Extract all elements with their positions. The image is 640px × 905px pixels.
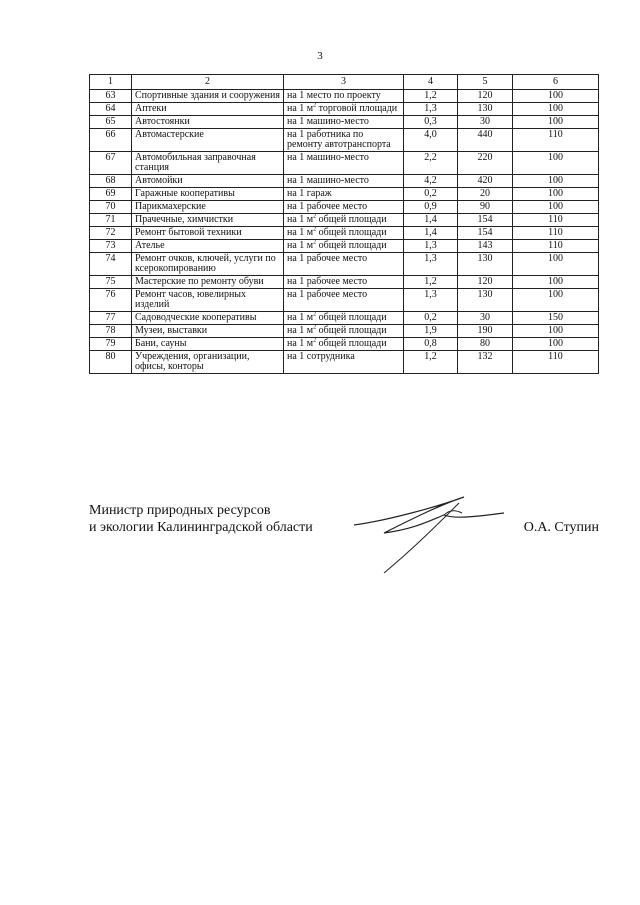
value-col-6: 110	[513, 214, 599, 227]
value-col-4: 2,2	[404, 152, 458, 175]
signer-title-line-1: Министр природных ресурсов	[89, 503, 271, 518]
unit-text-suffix: общей площади	[316, 338, 387, 349]
value-col-4: 1,2	[404, 276, 458, 289]
table-row	[90, 116, 599, 129]
object-name: Аптеки	[132, 103, 284, 116]
value-col-5: 20	[458, 188, 513, 201]
object-name: Автомобильная заправочная станция	[132, 152, 284, 175]
row-number: 72	[90, 227, 132, 240]
unit-of-measure	[284, 276, 404, 289]
unit-superscript: 2	[313, 239, 317, 246]
value-col-6: 100	[513, 338, 599, 351]
row-number: 66	[90, 129, 132, 152]
unit-text: на 1 рабочее место	[287, 253, 368, 264]
unit-superscript: 2	[313, 311, 317, 318]
unit-text: на 1 м	[287, 240, 314, 251]
row-number: 67	[90, 152, 132, 175]
unit-text-suffix: общей площади	[316, 214, 387, 225]
object-name: Мастерские по ремонту обуви	[132, 276, 284, 289]
value-col-4: 0,9	[404, 201, 458, 214]
unit-of-measure	[284, 214, 404, 227]
object-name: Автостоянки	[132, 116, 284, 129]
value-col-5: 154	[458, 214, 513, 227]
unit-text: на 1 м	[287, 325, 314, 336]
value-col-6: 100	[513, 90, 599, 103]
value-col-6: 100	[513, 175, 599, 188]
unit-superscript: 2	[313, 337, 317, 344]
unit-text: на 1 рабочее место	[287, 289, 368, 300]
object-name: Учреждения, организации, офисы, конторы	[132, 351, 284, 374]
object-name: Ремонт часов, ювелирных изделий	[132, 289, 284, 312]
value-col-5: 120	[458, 276, 513, 289]
norms-table	[89, 74, 599, 374]
object-name: Бани, сауны	[132, 338, 284, 351]
unit-of-measure	[284, 312, 404, 325]
unit-text-suffix: общей площади	[316, 240, 387, 251]
value-col-4: 1,3	[404, 240, 458, 253]
row-number: 69	[90, 188, 132, 201]
table-row	[90, 152, 599, 175]
table-row	[90, 240, 599, 253]
value-col-4: 1,4	[404, 214, 458, 227]
unit-of-measure	[284, 90, 404, 103]
table-row	[90, 214, 599, 227]
table-row	[90, 227, 599, 240]
unit-of-measure	[284, 289, 404, 312]
unit-superscript: 2	[313, 102, 317, 109]
value-col-4: 0,8	[404, 338, 458, 351]
value-col-6: 110	[513, 351, 599, 374]
row-number: 65	[90, 116, 132, 129]
value-col-5: 440	[458, 129, 513, 152]
unit-of-measure	[284, 227, 404, 240]
value-col-6: 100	[513, 103, 599, 116]
page-number: 3	[317, 50, 323, 62]
value-col-4: 4,0	[404, 129, 458, 152]
value-col-6: 100	[513, 152, 599, 175]
row-number: 78	[90, 325, 132, 338]
table-row	[90, 325, 599, 338]
value-col-4: 1,3	[404, 289, 458, 312]
header-cell-6: 6	[513, 75, 599, 90]
unit-of-measure	[284, 152, 404, 175]
object-name: Ателье	[132, 240, 284, 253]
unit-text: на 1 гараж	[287, 188, 332, 199]
unit-of-measure	[284, 325, 404, 338]
table-row	[90, 201, 599, 214]
unit-superscript: 2	[313, 213, 317, 220]
value-col-6: 100	[513, 253, 599, 276]
handwritten-signature	[344, 493, 524, 588]
object-name: Спортивные здания и сооружения	[132, 90, 284, 103]
value-col-4: 1,4	[404, 227, 458, 240]
row-number: 74	[90, 253, 132, 276]
signature-block	[89, 503, 609, 593]
row-number: 75	[90, 276, 132, 289]
unit-of-measure	[284, 253, 404, 276]
table-row	[90, 103, 599, 116]
value-col-4: 0,2	[404, 312, 458, 325]
table-row	[90, 129, 599, 152]
table-row	[90, 351, 599, 374]
unit-text: на 1 машино-место	[287, 152, 369, 163]
unit-of-measure	[284, 351, 404, 374]
value-col-5: 220	[458, 152, 513, 175]
object-name: Парикмахерские	[132, 201, 284, 214]
table-row	[90, 175, 599, 188]
object-name: Гаражные кооперативы	[132, 188, 284, 201]
value-col-6: 150	[513, 312, 599, 325]
row-number: 80	[90, 351, 132, 374]
value-col-6: 110	[513, 240, 599, 253]
signer-title-line-2: и экологии Калининградской области	[89, 520, 313, 535]
value-col-5: 30	[458, 312, 513, 325]
unit-text: на 1 машино-место	[287, 116, 369, 127]
row-number: 68	[90, 175, 132, 188]
table-row	[90, 188, 599, 201]
value-col-6: 100	[513, 116, 599, 129]
row-number: 79	[90, 338, 132, 351]
value-col-6: 100	[513, 188, 599, 201]
unit-superscript: 2	[313, 226, 317, 233]
value-col-4: 0,3	[404, 116, 458, 129]
row-number: 71	[90, 214, 132, 227]
value-col-4: 1,9	[404, 325, 458, 338]
value-col-5: 420	[458, 175, 513, 188]
unit-of-measure	[284, 240, 404, 253]
value-col-5: 90	[458, 201, 513, 214]
value-col-5: 120	[458, 90, 513, 103]
unit-text-suffix: общей площади	[316, 227, 387, 238]
unit-text-suffix: торговой площади	[316, 103, 398, 114]
object-name: Ремонт бытовой техники	[132, 227, 284, 240]
unit-of-measure	[284, 129, 404, 152]
value-col-5: 190	[458, 325, 513, 338]
unit-of-measure	[284, 338, 404, 351]
unit-text: на 1 м	[287, 103, 314, 114]
header-cell-5: 5	[458, 75, 513, 90]
value-col-6: 100	[513, 289, 599, 312]
object-name: Автомойки	[132, 175, 284, 188]
table-row	[90, 253, 599, 276]
row-number: 70	[90, 201, 132, 214]
value-col-4: 4,2	[404, 175, 458, 188]
value-col-4: 0,2	[404, 188, 458, 201]
unit-of-measure	[284, 103, 404, 116]
unit-text-suffix: общей площади	[316, 312, 387, 323]
header-cell-4: 4	[404, 75, 458, 90]
unit-text: на 1 работника по ремонту автотранспорта	[287, 129, 391, 150]
value-col-4: 1,2	[404, 351, 458, 374]
value-col-6: 100	[513, 201, 599, 214]
unit-text: на 1 м	[287, 214, 314, 225]
value-col-4: 1,3	[404, 253, 458, 276]
table-row	[90, 289, 599, 312]
table-row	[90, 276, 599, 289]
row-number: 76	[90, 289, 132, 312]
table-row	[90, 338, 599, 351]
value-col-5: 130	[458, 289, 513, 312]
table-header-row	[90, 75, 599, 90]
object-name: Музеи, выставки	[132, 325, 284, 338]
unit-text: на 1 место по проекту	[287, 90, 381, 101]
object-name: Ремонт очков, ключей, услуги по ксерокопированию	[132, 253, 284, 276]
header-cell-2: 2	[132, 75, 284, 90]
value-col-6: 110	[513, 129, 599, 152]
value-col-5: 30	[458, 116, 513, 129]
row-number: 63	[90, 90, 132, 103]
object-name: Садоводческие кооперативы	[132, 312, 284, 325]
unit-of-measure	[284, 188, 404, 201]
object-name: Прачечные, химчистки	[132, 214, 284, 227]
unit-superscript: 2	[313, 324, 317, 331]
row-number: 64	[90, 103, 132, 116]
value-col-5: 80	[458, 338, 513, 351]
table-row	[90, 312, 599, 325]
unit-of-measure	[284, 201, 404, 214]
unit-text: на 1 сотрудника	[287, 351, 355, 362]
unit-text: на 1 м	[287, 227, 314, 238]
value-col-5: 154	[458, 227, 513, 240]
object-name: Автомастерские	[132, 129, 284, 152]
header-cell-3: 3	[284, 75, 404, 90]
value-col-5: 143	[458, 240, 513, 253]
value-col-6: 100	[513, 325, 599, 338]
unit-text: на 1 рабочее место	[287, 276, 368, 287]
unit-of-measure	[284, 116, 404, 129]
value-col-5: 130	[458, 253, 513, 276]
unit-text: на 1 м	[287, 338, 314, 349]
row-number: 77	[90, 312, 132, 325]
value-col-6: 100	[513, 276, 599, 289]
value-col-4: 1,2	[404, 90, 458, 103]
value-col-4: 1,3	[404, 103, 458, 116]
row-number: 73	[90, 240, 132, 253]
unit-text: на 1 рабочее место	[287, 201, 368, 212]
value-col-5: 132	[458, 351, 513, 374]
signer-name: О.А. Ступин	[523, 520, 599, 535]
table-row	[90, 90, 599, 103]
unit-text-suffix: общей площади	[316, 325, 387, 336]
unit-text: на 1 м	[287, 312, 314, 323]
value-col-6: 110	[513, 227, 599, 240]
unit-text: на 1 машино-место	[287, 175, 369, 186]
value-col-5: 130	[458, 103, 513, 116]
header-cell-1: 1	[90, 75, 132, 90]
unit-of-measure	[284, 175, 404, 188]
